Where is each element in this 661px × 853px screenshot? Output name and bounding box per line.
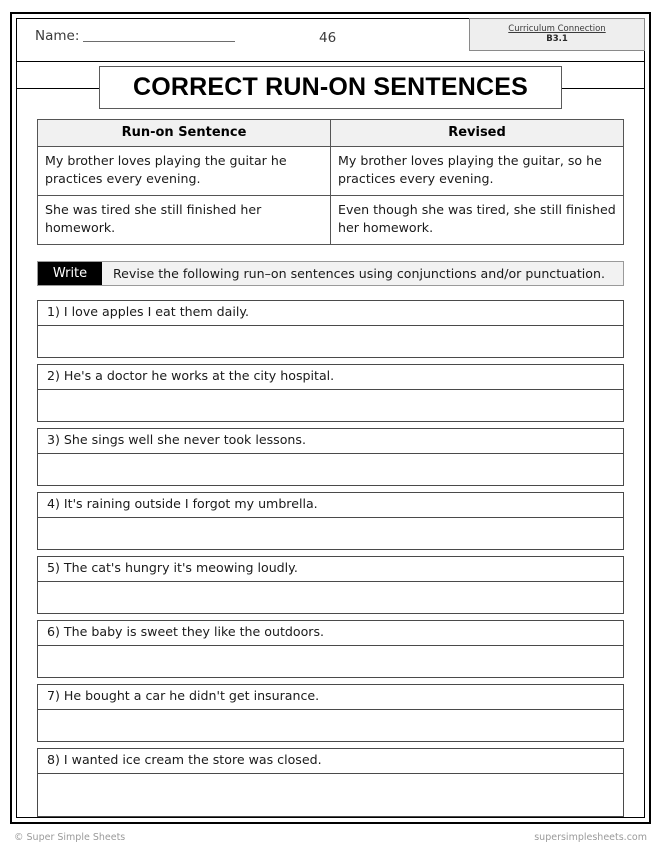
copyright-text: © Super Simple Sheets xyxy=(14,832,126,843)
column-header-runon: Run-on Sentence xyxy=(38,120,331,147)
example-table-body xyxy=(38,147,624,245)
table-row xyxy=(38,147,624,196)
worksheet-content xyxy=(17,19,644,817)
example-revised-1: My brother loves playing the guitar, so he practices every evening. xyxy=(331,147,624,196)
page-title: CORRECT RUN-ON SENTENCES xyxy=(132,73,529,101)
curriculum-connection-label: Curriculum Connection xyxy=(508,23,606,34)
name-write-line[interactable] xyxy=(83,41,235,42)
answer-line-5[interactable] xyxy=(38,582,623,613)
answer-line-4[interactable] xyxy=(38,518,623,549)
example-runon-1: My brother loves playing the guitar he practices every evening. xyxy=(38,147,331,196)
question-prompt-7: 7) He bought a car he didn't get insurance. xyxy=(38,685,623,710)
question-prompt-3: 3) She sings well she never took lessons. xyxy=(38,429,623,454)
curriculum-connection-badge xyxy=(469,18,645,51)
write-instruction-bar xyxy=(37,261,624,286)
example-table xyxy=(37,119,624,245)
question-prompt-1: 1) I love apples I eat them daily. xyxy=(38,301,623,326)
question-group-8 xyxy=(37,748,624,817)
question-group-3 xyxy=(37,428,624,486)
outer-border xyxy=(10,12,651,824)
example-table-head xyxy=(38,120,624,147)
page-number: 46 xyxy=(319,30,337,46)
inner-border xyxy=(16,18,645,818)
question-group-2 xyxy=(37,364,624,422)
example-table-wrap xyxy=(17,115,644,245)
example-runon-2: She was tired she still finished her homework. xyxy=(38,195,331,244)
answer-line-6[interactable] xyxy=(38,646,623,677)
title-rule-right xyxy=(562,88,644,89)
write-tag-label: Write xyxy=(38,262,102,285)
title-rule-left xyxy=(17,88,99,89)
curriculum-code: B3.1 xyxy=(546,34,568,44)
question-group-1 xyxy=(37,300,624,358)
answer-line-1[interactable] xyxy=(38,326,623,357)
page-title-box xyxy=(99,66,562,109)
example-revised-2: Even though she was tired, she still finished her homework. xyxy=(331,195,624,244)
page-footer xyxy=(14,832,647,843)
answer-line-3[interactable] xyxy=(38,454,623,485)
write-instruction-text: Revise the following run–on sentences using conjunctions and/or punctuation. xyxy=(102,262,623,285)
question-prompt-6: 6) The baby is sweet they like the outdoors. xyxy=(38,621,623,646)
question-group-7 xyxy=(37,684,624,742)
title-band xyxy=(17,62,644,115)
table-row xyxy=(38,195,624,244)
question-prompt-4: 4) It's raining outside I forgot my umbrella. xyxy=(38,493,623,518)
question-group-4 xyxy=(37,492,624,550)
question-group-5 xyxy=(37,556,624,614)
question-prompt-2: 2) He's a doctor he works at the city hospital. xyxy=(38,365,623,390)
answer-line-7[interactable] xyxy=(38,710,623,741)
answer-line-8[interactable] xyxy=(38,774,623,816)
header-strip xyxy=(17,19,644,62)
question-group-6 xyxy=(37,620,624,678)
name-field[interactable] xyxy=(35,30,235,44)
website-text: supersimplesheets.com xyxy=(534,832,647,843)
answer-line-2[interactable] xyxy=(38,390,623,421)
questions-list xyxy=(37,300,624,817)
column-header-revised: Revised xyxy=(331,120,624,147)
question-prompt-8: 8) I wanted ice cream the store was closed. xyxy=(38,749,623,774)
question-prompt-5: 5) The cat's hungry it's meowing loudly. xyxy=(38,557,623,582)
name-label: Name: xyxy=(35,28,80,44)
table-header-row xyxy=(38,120,624,147)
